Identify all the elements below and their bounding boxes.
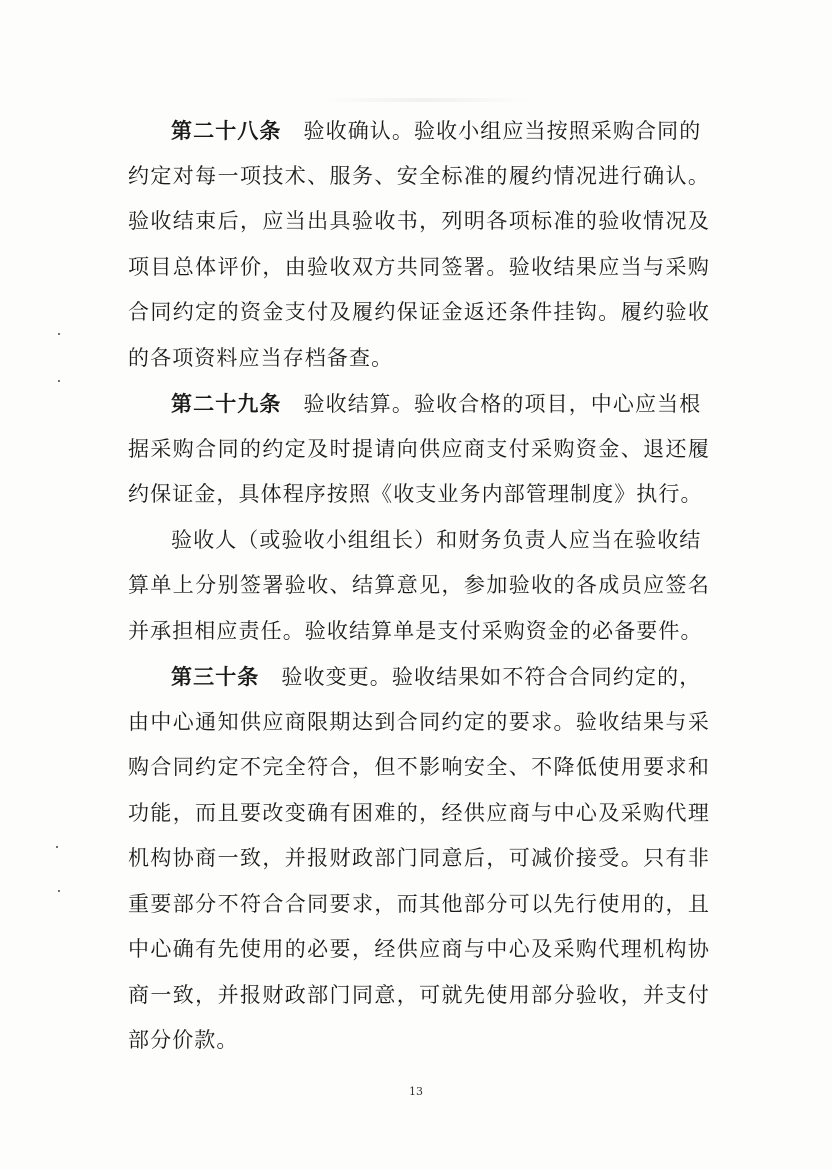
article-30-text: 验收变更。验收结果如不符合合同约定的， — [281, 665, 702, 689]
article-28-text: 验收确认。验收小组应当按照采购合同的 — [303, 119, 702, 143]
article-28-line-6: 的各项资料应当存档备查。 — [128, 345, 394, 370]
scan-dot — [58, 333, 60, 335]
article-30-line-6: 重要部分不符合合同要求，而其他部分可以先行使用的，且 — [128, 891, 710, 916]
article-29-para2-line-3: 并承担相应责任。验收结算单是支付采购资金的必备要件。 — [128, 618, 703, 643]
scan-dot — [58, 380, 60, 382]
article-29-para2-line-1: 验收人（或验收小组组长）和财务负责人应当在验收结 — [171, 527, 702, 552]
article-28-line-3: 验收结束后，应当出具验收书，列明各项标准的验收情况及 — [128, 209, 710, 233]
article-30-line-2: 由中心通知供应商限期达到合同约定的要求。验收结果与采 — [128, 709, 710, 734]
article-30-line-9: 部分价款。 — [128, 1028, 239, 1052]
article-29-line-1 — [128, 381, 710, 427]
article-29-line-2: 据采购合同的约定及时提请向供应商支付采购资金、退还履 — [128, 436, 710, 461]
article-28-line-5: 合同约定的资金支付及履约保证金返还条件挂钩。履约验收 — [128, 300, 710, 324]
page-number: 13 — [409, 1085, 423, 1098]
article-29-text: 验收结算。验收合格的项目，中心应当根 — [303, 392, 702, 416]
article-30-line-7: 中心确有先使用的必要，经供应商与中心及采购代理机构协 — [128, 937, 710, 961]
scan-smudge — [320, 98, 530, 102]
article-30-line-4: 功能，而且要改变确有困难的，经供应商与中心及采购代理 — [128, 800, 710, 825]
scan-dot — [58, 890, 60, 892]
article-30-line-8: 商一致，并报财政部门同意，可就先使用部分验收，并支付 — [128, 982, 710, 1007]
article-29-title: 第二十九条 — [171, 391, 282, 416]
article-28-line-2: 约定对每一项技术、服务、安全标准的履约情况进行确认。 — [128, 163, 710, 188]
article-28-title: 第二十八条 — [171, 118, 282, 143]
article-30-line-1 — [128, 654, 710, 700]
article-28-line-1 — [128, 108, 710, 154]
article-30-title: 第三十条 — [171, 664, 260, 689]
article-30-line-3: 购合同约定不完全符合，但不影响安全、不降低使用要求和 — [128, 755, 710, 779]
article-29-para2-line-2: 算单上分别签署验收、结算意见，参加验收的各成员应签名 — [128, 573, 710, 597]
article-29-line-3: 约保证金，具体程序按照《收支业务内部管理制度》执行。 — [128, 482, 703, 506]
article-28-line-4: 项目总体评价，由验收双方共同签署。验收结果应当与采购 — [128, 254, 710, 279]
document-body — [128, 108, 710, 1064]
article-30-line-5: 机构协商一致，并报财政部门同意后，可减价接受。只有非 — [128, 846, 710, 870]
scan-dot — [56, 846, 58, 848]
